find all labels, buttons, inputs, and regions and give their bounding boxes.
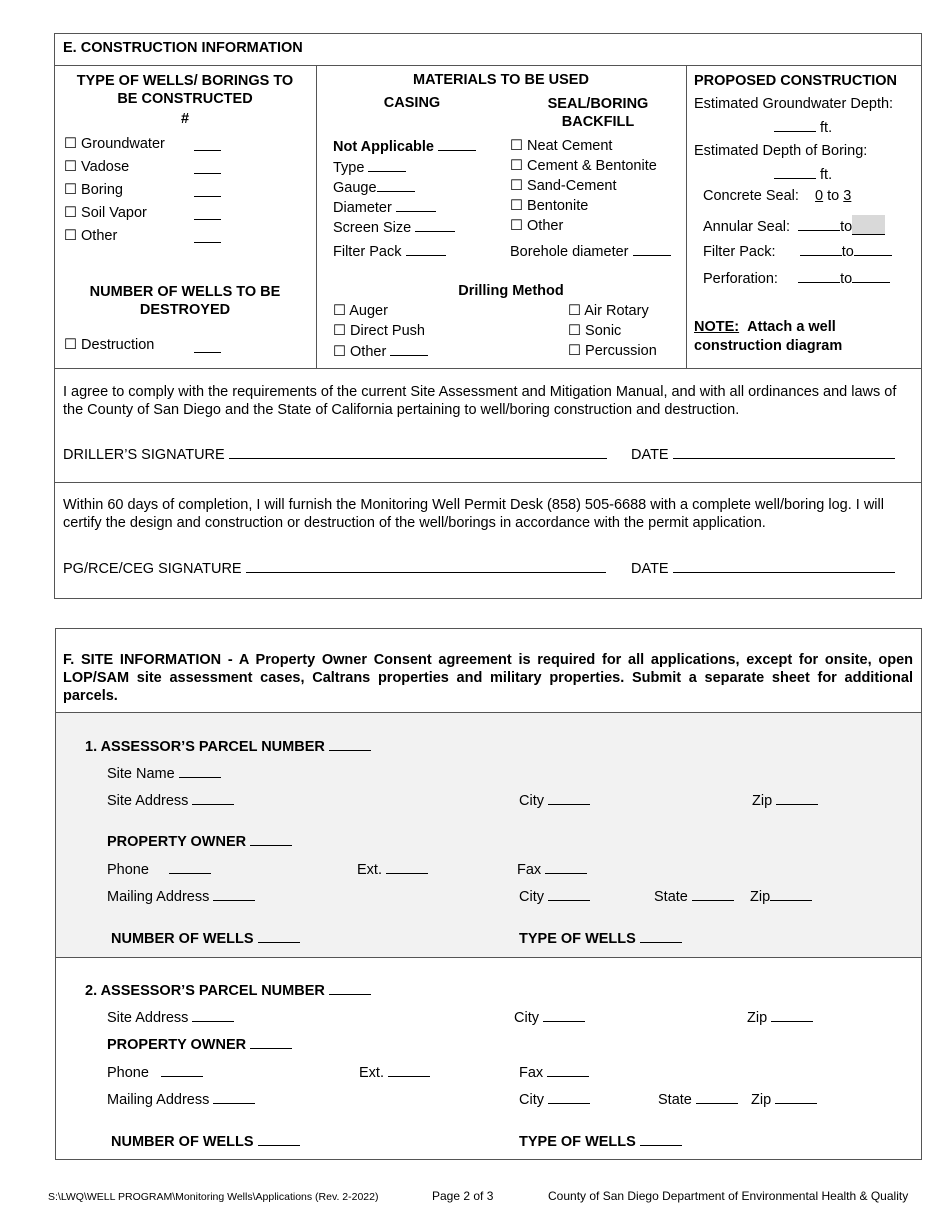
zip-label: Zip xyxy=(752,793,773,809)
note-text-1: Attach a well xyxy=(747,319,836,335)
drill-percussion[interactable] xyxy=(568,343,657,359)
annular-to-shaded-field[interactable] xyxy=(852,215,885,235)
site-address-label: Site Address xyxy=(107,793,189,809)
casing-diameter-field[interactable] xyxy=(333,199,436,216)
zip-label: Zip xyxy=(747,1010,768,1026)
section-e-title: E. CONSTRUCTION INFORMATION xyxy=(63,40,303,56)
type-count-blank[interactable] xyxy=(194,230,221,247)
parcel1-phone-field[interactable] xyxy=(107,861,211,878)
pg-signature-field[interactable] xyxy=(63,560,606,577)
note-text-2: construction diagram xyxy=(694,338,843,354)
type-wells-label: TYPE OF WELLS xyxy=(519,1134,636,1150)
drilling-header: Drilling Method xyxy=(458,283,564,299)
filter-pack-label: Filter Pack: xyxy=(703,244,776,260)
not-applicable-field[interactable] xyxy=(333,138,476,155)
destroy-header-line2: DESTROYED xyxy=(139,302,231,318)
destruction-checkbox[interactable] xyxy=(64,337,154,353)
mailing-label: Mailing Address xyxy=(107,1092,210,1108)
destruction-count-blank[interactable] xyxy=(194,340,221,357)
seal-header-line2: BACKFILL xyxy=(561,114,635,130)
driller-date-field[interactable] xyxy=(631,446,895,463)
zip-label: Zip xyxy=(751,1092,772,1108)
parcel1-fax-field[interactable] xyxy=(517,861,587,878)
owner-label: PROPERTY OWNER xyxy=(107,834,247,850)
checkbox-icon[interactable]: ☐ xyxy=(568,343,581,359)
date-label: DATE xyxy=(631,447,669,463)
state-label: State xyxy=(658,1092,692,1108)
parcel1-mail-zip-field[interactable] xyxy=(750,888,812,905)
footer-path: S:\LWQ\WELL PROGRAM\Monitoring Wells\Applications (Rev. 2-2022) xyxy=(48,1191,379,1203)
checkbox-icon[interactable]: ☐ xyxy=(64,228,77,244)
checkbox-icon[interactable]: ☐ xyxy=(64,159,77,175)
fax-label: Fax xyxy=(517,862,542,878)
checkbox-icon[interactable]: ☐ xyxy=(64,182,77,198)
type-label: Groundwater xyxy=(81,136,165,152)
parcel2-site-address-field[interactable] xyxy=(107,1009,234,1026)
ft-label: ft. xyxy=(820,167,833,183)
seal-label: Bentonite xyxy=(527,198,589,214)
casing-field-label: Diameter xyxy=(333,200,392,216)
type-vadose[interactable] xyxy=(64,159,129,175)
seal-neat-cement[interactable] xyxy=(510,138,612,154)
casing-filter-field[interactable] xyxy=(333,243,446,260)
seal-cement-bentonite[interactable] xyxy=(510,158,657,174)
checkbox-icon[interactable]: ☐ xyxy=(510,158,523,174)
site-name-label: Site Name xyxy=(107,766,175,782)
checkbox-icon[interactable]: ☐ xyxy=(510,218,523,234)
seal-bentonite[interactable] xyxy=(510,198,588,214)
type-header-line1: TYPE OF WELLS/ BORINGS TO xyxy=(76,73,294,89)
parcel2-phone-field[interactable] xyxy=(107,1064,203,1081)
casing-field-label: Screen Size xyxy=(333,220,412,236)
casing-header: CASING xyxy=(383,95,441,111)
perforation-label: Perforation: xyxy=(703,271,778,287)
type-label: Boring xyxy=(81,182,123,198)
concrete-seal-field[interactable] xyxy=(703,188,851,204)
phone-label: Phone xyxy=(107,1065,149,1081)
certification-text: Within 60 days of completion, I will furnish the Monitoring Well Permit Desk (858) 505-6688 with a complete well/boring log. I will certify the design and construction or destruction of the well/borings in accordance with the permit application. xyxy=(63,497,884,531)
type-count-blank[interactable] xyxy=(194,184,221,201)
annular-seal-field[interactable] xyxy=(703,215,885,235)
city-label: City xyxy=(519,1092,544,1108)
divider xyxy=(55,957,922,958)
apn-label: 1. ASSESSOR’S PARCEL NUMBER xyxy=(85,739,325,755)
materials-header: MATERIALS TO BE USED xyxy=(413,72,589,88)
state-label: State xyxy=(654,889,688,905)
date-label: DATE xyxy=(631,561,669,577)
parcel1-city-field[interactable] xyxy=(519,792,590,809)
parcel2-apn-field[interactable] xyxy=(85,982,371,999)
divider xyxy=(55,712,922,713)
ft-label: ft. xyxy=(820,120,833,136)
hash-label: # xyxy=(180,111,190,127)
parcel2-ext-field[interactable] xyxy=(359,1064,430,1081)
divider xyxy=(316,65,317,368)
type-count-blank[interactable] xyxy=(194,138,221,155)
type-boring[interactable] xyxy=(64,182,123,198)
destroy-header-line1: NUMBER OF WELLS TO BE xyxy=(89,284,281,300)
phone-label: Phone xyxy=(107,862,149,878)
note-label: NOTE: xyxy=(694,319,740,335)
casing-field-label: Gauge xyxy=(333,180,377,196)
checkbox-icon[interactable]: ☐ xyxy=(64,337,77,353)
filter-pack-field[interactable] xyxy=(703,243,892,260)
type-label: Vadose xyxy=(81,159,130,175)
perforation-field[interactable] xyxy=(703,270,890,287)
checkbox-icon[interactable]: ☐ xyxy=(333,323,346,339)
type-wells-label: TYPE OF WELLS xyxy=(519,931,636,947)
checkbox-icon[interactable]: ☐ xyxy=(333,303,346,319)
gw-depth-label: Estimated Groundwater Depth: xyxy=(694,96,894,112)
city-label: City xyxy=(519,889,544,905)
checkbox-icon[interactable]: ☐ xyxy=(333,344,346,360)
borehole-diameter-field[interactable] xyxy=(510,243,671,260)
parcel1-apn-field[interactable] xyxy=(85,738,371,755)
type-groundwater[interactable] xyxy=(64,136,165,152)
section-f-title: F. SITE INFORMATION - A Property Owner Consent agreement is required for all applications, except for onsite, open LOP/SAM site assessment cases, Caltrans properties and military properties. Submit a separate sheet for additional parcels. xyxy=(63,652,913,704)
type-count-blank[interactable] xyxy=(194,207,221,224)
to-label: to xyxy=(840,271,853,287)
parcel1-owner-field[interactable] xyxy=(107,833,292,850)
borehole-label: Borehole diameter xyxy=(510,244,629,260)
drill-label: Percussion xyxy=(585,343,657,359)
num-wells-label: NUMBER OF WELLS xyxy=(111,1134,254,1150)
city-label: City xyxy=(514,1010,539,1026)
drill-sonic[interactable] xyxy=(568,323,621,339)
seal-label: Sand-Cement xyxy=(527,178,617,194)
casing-field-label: Filter Pack xyxy=(333,244,402,260)
casing-gauge-field[interactable] xyxy=(333,179,415,196)
checkbox-icon[interactable]: ☐ xyxy=(568,303,581,319)
divider xyxy=(54,368,922,369)
divider xyxy=(54,482,922,483)
seal-sand-cement[interactable] xyxy=(510,178,617,194)
owner-label: PROPERTY OWNER xyxy=(107,1037,247,1053)
pg-signature-label: PG/RCE/CEG SIGNATURE xyxy=(63,561,242,577)
seal-label: Cement & Bentonite xyxy=(527,158,657,174)
gw-depth-field[interactable] xyxy=(774,119,832,136)
checkbox-icon[interactable]: ☐ xyxy=(510,178,523,194)
casing-field-label: Type xyxy=(333,160,365,176)
checkbox-icon[interactable]: ☐ xyxy=(568,323,581,339)
footer-page: Page 2 of 3 xyxy=(432,1189,494,1203)
driller-signature-field[interactable] xyxy=(63,446,607,463)
type-label: Soil Vapor xyxy=(81,205,147,221)
divider xyxy=(686,65,687,368)
casing-type-field[interactable] xyxy=(333,159,406,176)
parcel2-mail-zip-field[interactable] xyxy=(751,1091,817,1108)
concrete-seal-label: Concrete Seal: xyxy=(703,188,799,204)
zip-label: Zip xyxy=(750,889,771,905)
drill-label: Sonic xyxy=(585,323,622,339)
divider xyxy=(54,65,922,66)
parcel1-mailing-field[interactable] xyxy=(107,888,255,905)
parcel2-fax-field[interactable] xyxy=(519,1064,589,1081)
drill-label: Air Rotary xyxy=(584,303,649,319)
type-other[interactable] xyxy=(64,228,117,244)
type-soil-vapor[interactable] xyxy=(64,205,147,221)
destroy-header xyxy=(54,283,316,319)
seal-header-line1: SEAL/BORING xyxy=(547,96,649,112)
parcel2-mail-city-field[interactable] xyxy=(519,1091,590,1108)
seal-label: Neat Cement xyxy=(527,138,613,154)
seal-other[interactable] xyxy=(510,218,563,234)
footer-agency: County of San Diego Department of Environmental Health & Quality xyxy=(548,1189,909,1203)
parcel1-type-wells-field[interactable] xyxy=(519,930,682,947)
parcel2-zip-field[interactable] xyxy=(747,1009,813,1026)
boring-depth-label: Estimated Depth of Boring: xyxy=(694,143,868,159)
construction-note xyxy=(694,318,842,356)
type-header-line2: BE CONSTRUCTED xyxy=(117,91,253,107)
type-header xyxy=(54,72,316,128)
checkbox-icon[interactable]: ☐ xyxy=(64,205,77,221)
drill-air-rotary[interactable] xyxy=(568,303,649,319)
apn-label: 2. ASSESSOR’S PARCEL NUMBER xyxy=(85,983,325,999)
driller-signature-label: DRILLER’S SIGNATURE xyxy=(63,447,225,463)
parcel1-ext-field[interactable] xyxy=(357,861,428,878)
type-label: Other xyxy=(81,228,118,244)
concrete-to: 3 xyxy=(843,188,852,204)
to-label: to xyxy=(840,219,853,235)
to-label: to xyxy=(827,188,840,204)
site-address-label: Site Address xyxy=(107,1010,189,1026)
agreement-text: I agree to comply with the requirements of the current Site Assessment and Mitigation Manual, and with all ordinances and laws of the County of San Diego and the State of California pertaining to well/boring construction and destruction. xyxy=(63,384,897,418)
mailing-label: Mailing Address xyxy=(107,889,210,905)
parcel2-type-wells-field[interactable] xyxy=(519,1133,682,1150)
type-count-blank[interactable] xyxy=(194,161,221,178)
concrete-from: 0 xyxy=(815,188,824,204)
boring-depth-field[interactable] xyxy=(774,166,832,183)
proposed-header: PROPOSED CONSTRUCTION xyxy=(694,73,898,89)
parcel1-mail-city-field[interactable] xyxy=(519,888,590,905)
parcel2-mailing-field[interactable] xyxy=(107,1091,255,1108)
parcel2-state-field[interactable] xyxy=(658,1091,738,1108)
city-label: City xyxy=(519,793,544,809)
ext-label: Ext. xyxy=(359,1065,384,1081)
drill-label: Auger xyxy=(349,303,388,319)
parcel2-city-field[interactable] xyxy=(514,1009,585,1026)
not-applicable-label: Not Applicable xyxy=(333,139,434,155)
parcel1-state-field[interactable] xyxy=(654,888,734,905)
parcel1-num-wells-field[interactable] xyxy=(111,930,300,947)
parcel2-owner-field[interactable] xyxy=(107,1036,292,1053)
drill-other[interactable] xyxy=(333,343,428,360)
to-label: to xyxy=(841,244,854,260)
seal-label: Other xyxy=(527,218,564,234)
casing-screen-field[interactable] xyxy=(333,219,455,236)
parcel1-site-address-field[interactable] xyxy=(107,792,234,809)
parcel1-zip-field[interactable] xyxy=(752,792,818,809)
ext-label: Ext. xyxy=(357,862,382,878)
checkbox-icon[interactable]: ☐ xyxy=(510,138,523,154)
drill-label: Direct Push xyxy=(350,323,425,339)
fax-label: Fax xyxy=(519,1065,544,1081)
parcel1-site-name-field[interactable] xyxy=(107,765,221,782)
num-wells-label: NUMBER OF WELLS xyxy=(111,931,254,947)
annular-seal-label: Annular Seal: xyxy=(703,219,791,235)
drill-label: Other xyxy=(350,344,387,360)
parcel2-num-wells-field[interactable] xyxy=(111,1133,300,1150)
checkbox-icon[interactable]: ☐ xyxy=(510,198,523,214)
destruction-label: Destruction xyxy=(81,337,155,353)
drill-direct-push[interactable] xyxy=(333,323,425,339)
drill-auger[interactable] xyxy=(333,303,388,319)
seal-header xyxy=(510,95,686,131)
checkbox-icon[interactable]: ☐ xyxy=(64,136,77,152)
pg-date-field[interactable] xyxy=(631,560,895,577)
